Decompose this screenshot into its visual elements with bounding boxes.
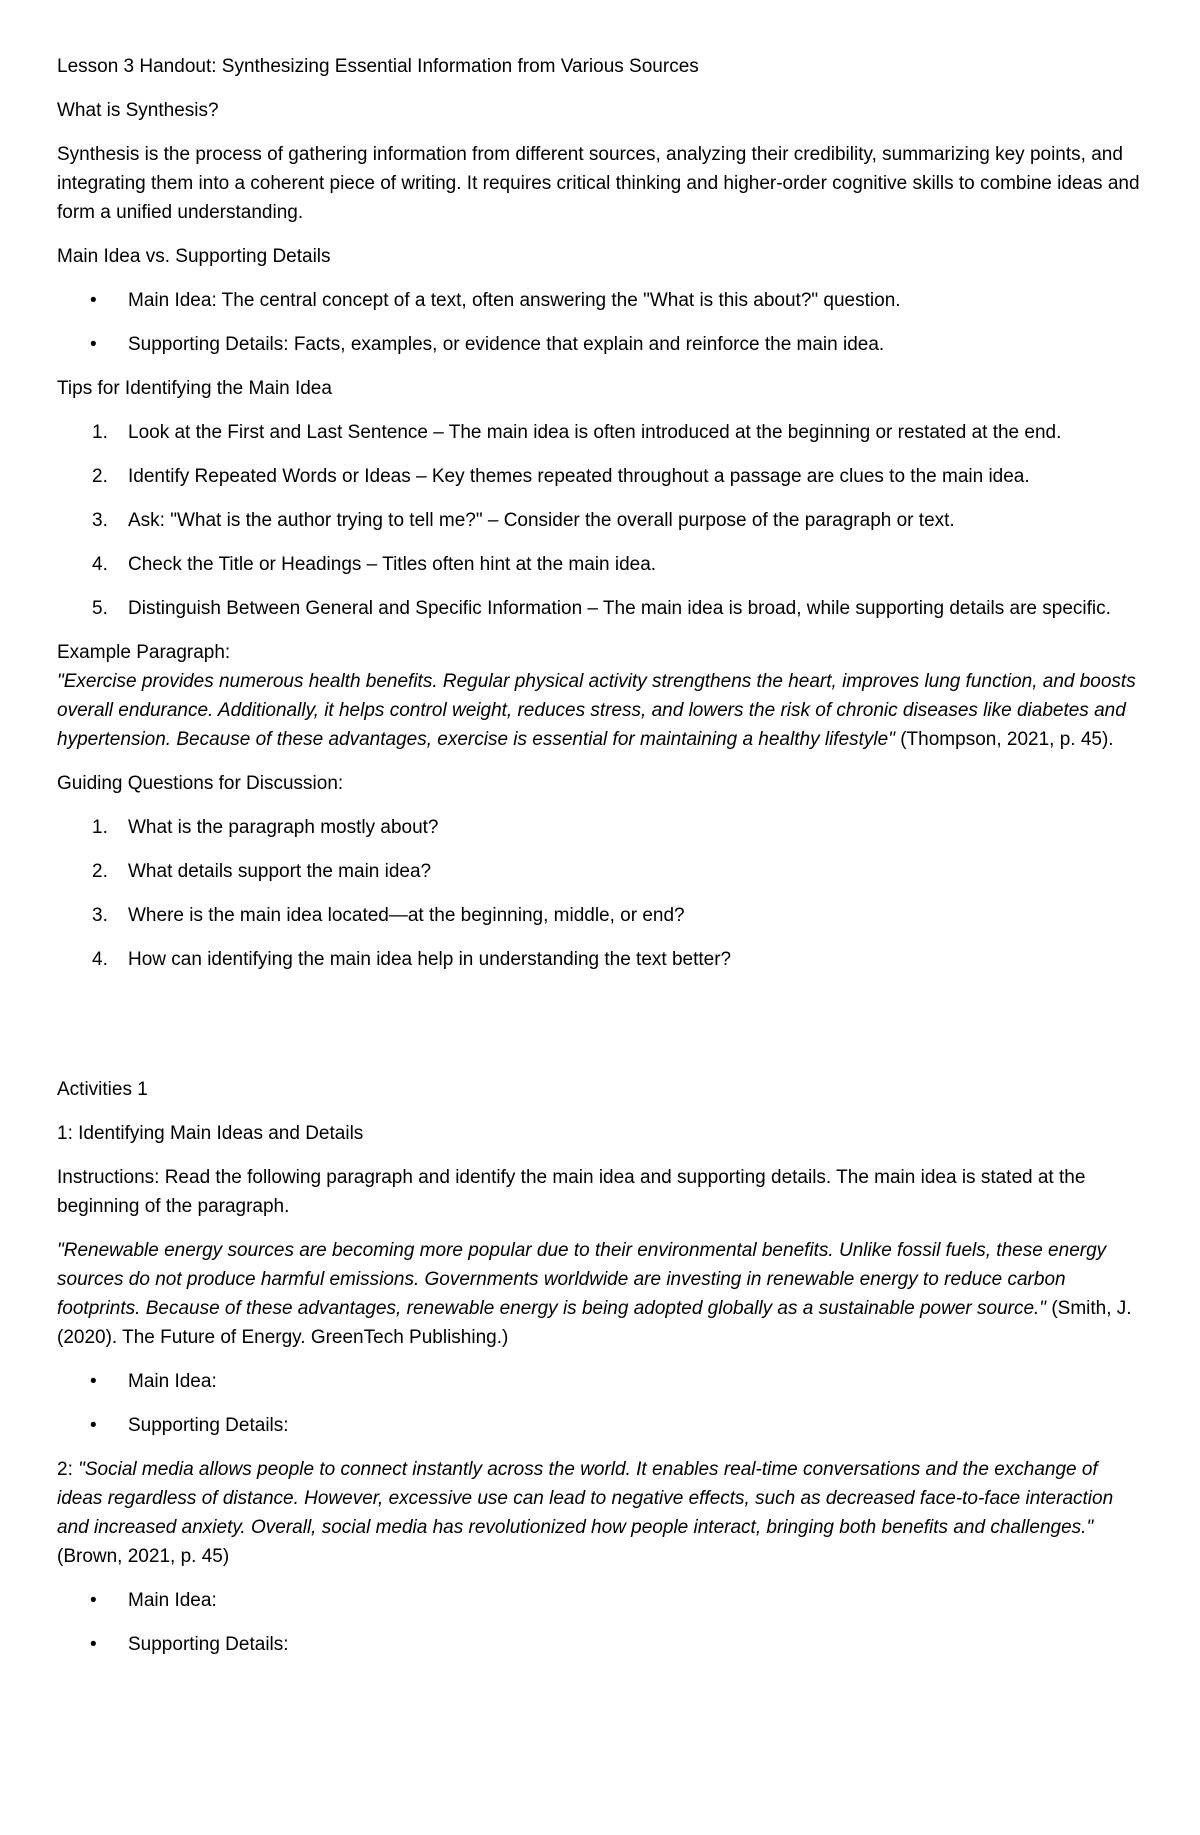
list-number: 3.: [92, 905, 108, 926]
bullet-icon: •: [90, 1590, 97, 1611]
question-text: How can identifying the main idea help in understanding the text better?: [128, 949, 732, 970]
list-number: 4.: [92, 949, 108, 970]
passage-1-citation: (Smith, J. (2020). The Future of Energy. GreenTech Publishing.): [57, 1298, 1132, 1348]
supporting-details-label: Supporting Details:: [128, 1415, 289, 1436]
passage-2-citation: (Brown, 2021, p. 45): [57, 1546, 230, 1567]
passage-1-fields: [57, 1367, 1147, 1440]
bullet-icon: •: [90, 1415, 97, 1436]
passage-2-fields: [57, 1586, 1147, 1659]
handout-title: Lesson 3 Handout: Synthesizing Essential Information from Various Sources: [57, 56, 699, 77]
tips-heading: Tips for Identifying the Main Idea: [57, 378, 332, 399]
supporting-details-definition: Supporting Details: Facts, examples, or evidence that explain and reinforce the main idea.: [128, 334, 885, 355]
example-heading: Example Paragraph:: [57, 642, 231, 663]
main-vs-list: [57, 286, 1147, 359]
list-item: [57, 286, 1147, 315]
example-paragraph: [57, 667, 1147, 754]
list-item: [57, 418, 1147, 447]
list-item: [57, 330, 1147, 359]
activity-subheading: 1: Identifying Main Ideas and Details: [57, 1123, 364, 1144]
passage-1-quote: "Renewable energy sources are becoming more popular due to their environmental benefits. Unlike fossil fuels, these energy sources do not produce harmful emissions. Governments worldwide are investing in renewable energy to reduce carbon footprints. Because of these advantages, renewable energy is being adopted globally as a sustainable power source.": [57, 1240, 1107, 1319]
example-citation: (Thompson, 2021, p. 45).: [894, 729, 1114, 750]
main-idea-label: Main Idea:: [128, 1371, 217, 1392]
list-number: 2.: [92, 861, 108, 882]
list-item: [57, 901, 1147, 930]
guiding-heading: Guiding Questions for Discussion:: [57, 773, 344, 794]
bullet-icon: •: [90, 334, 97, 355]
question-text: What is the paragraph mostly about?: [128, 817, 439, 838]
section-spacer: [57, 989, 1147, 1075]
list-item: [57, 813, 1147, 842]
bullet-icon: •: [90, 1371, 97, 1392]
list-item: [57, 1586, 1147, 1615]
list-item: [57, 462, 1147, 491]
list-item: [57, 506, 1147, 535]
supporting-details-label: Supporting Details:: [128, 1634, 289, 1655]
example-block: [57, 638, 1147, 754]
activities-heading: Activities 1: [57, 1079, 148, 1100]
bullet-icon: •: [90, 1634, 97, 1655]
list-item: [57, 857, 1147, 886]
list-number: 5.: [92, 598, 108, 619]
tips-list: [57, 418, 1147, 623]
main-vs-heading: Main Idea vs. Supporting Details: [57, 246, 331, 267]
passage-2-quote: "Social media allows people to connect instantly across the world. It enables real-time conversations and the exchange of ideas regardless of distance. However, excessive use can lead to negative effects, such as decreased face-to-face interaction and increased anxiety. Overall, social media has revolutionized how people interact, bringing both benefits and challenges.": [57, 1459, 1114, 1538]
list-number: 3.: [92, 510, 108, 531]
example-quote: "Exercise provides numerous health benefits. Regular physical activity strengthens the heart, improves lung function, and boosts overall endurance. Additionally, it helps control weight, reduces stress, and lowers the risk of chronic diseases like diabetes and hypertension. Because of these advantages, exercise is essential for maintaining a healthy lifestyle": [57, 671, 1136, 750]
list-item: [57, 1630, 1147, 1659]
activity-instructions: Instructions: Read the following paragraph and identify the main idea and supporting details. The main idea is stated at the beginning of the paragraph.: [57, 1167, 1086, 1217]
question-text: Where is the main idea located—at the beginning, middle, or end?: [128, 905, 685, 926]
document-page: [57, 52, 1147, 1674]
list-number: 1.: [92, 817, 108, 838]
tip-text: Ask: "What is the author trying to tell me?" – Consider the overall purpose of the paragraph or text.: [128, 510, 955, 531]
guiding-list: [57, 813, 1147, 974]
list-item: [57, 550, 1147, 579]
list-item: [57, 594, 1147, 623]
list-item: [57, 1411, 1147, 1440]
synthesis-text: Synthesis is the process of gathering information from different sources, analyzing their credibility, summarizing key points, and integrating them into a coherent piece of writing. It requires critical thinking and higher-order cognitive skills to combine ideas and form a unified understanding.: [57, 144, 1140, 223]
synthesis-heading: What is Synthesis?: [57, 100, 219, 121]
list-item: [57, 945, 1147, 974]
passage-2: [57, 1455, 1147, 1571]
main-idea-label: Main Idea:: [128, 1590, 217, 1611]
tip-text: Identify Repeated Words or Ideas – Key themes repeated throughout a passage are clues to the main idea.: [128, 466, 1030, 487]
passage-1: [57, 1236, 1147, 1352]
tip-text: Look at the First and Last Sentence – The main idea is often introduced at the beginning or restated at the end.: [128, 422, 1062, 443]
tip-text: Check the Title or Headings – Titles often hint at the main idea.: [128, 554, 657, 575]
question-text: What details support the main idea?: [128, 861, 432, 882]
list-number: 2.: [92, 466, 108, 487]
bullet-icon: •: [90, 290, 97, 311]
list-item: [57, 1367, 1147, 1396]
main-idea-definition: Main Idea: The central concept of a text, often answering the "What is this about?" question.: [128, 290, 901, 311]
list-number: 4.: [92, 554, 108, 575]
list-number: 1.: [92, 422, 108, 443]
passage-2-prefix: 2:: [57, 1459, 79, 1480]
tip-text: Distinguish Between General and Specific Information – The main idea is broad, while supporting details are specific.: [128, 598, 1111, 619]
